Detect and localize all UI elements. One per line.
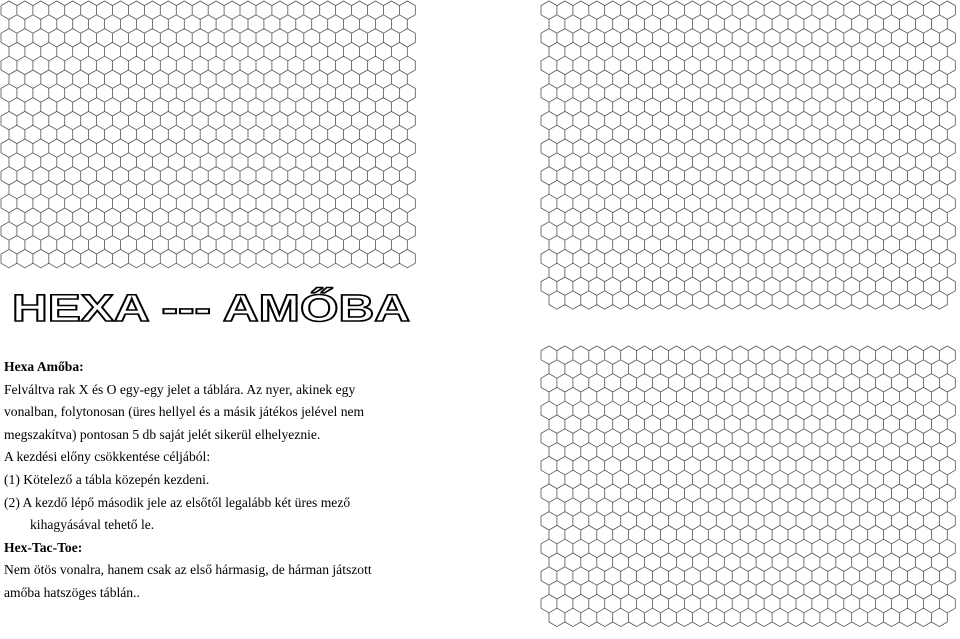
heading-hexa-amoba: Hexa Amőba: — [4, 359, 84, 374]
rules-intro: A kezdési előny csökkentése céljából: — [4, 449, 211, 465]
rules-line: megszakítva) pontosan 5 db saját jelét sikerül elhelyeznie. — [4, 426, 321, 442]
rules-line: Felváltva rak X és O egy-egy jelet a táblára. Az nyer, akinek egy — [4, 381, 356, 397]
rules-line: amőba hatszöges táblán.. — [4, 584, 140, 600]
rules-text — [4, 356, 424, 605]
title-text: HEXA --- AMŐBA — [12, 288, 318, 330]
outlined-title — [8, 282, 418, 330]
rule-2: (2) A kezdő lépő második jele az elsőtől legalább két üres mező — [4, 494, 351, 510]
hex-cells — [541, 346, 955, 627]
rule-2-continuation: kihagyásával tehető le. — [30, 517, 155, 533]
hex-grid-top-left — [0, 0, 420, 272]
hex-cells — [541, 1, 955, 309]
rules-line: vonalban, folytonosan (üres hellyel és a másik játékos jelével nem — [4, 404, 365, 420]
hex-grid-bottom-right — [540, 345, 960, 639]
hex-grid-top-right — [540, 0, 960, 320]
page-title — [8, 282, 418, 330]
rules-line: Nem ötös vonalra, hanem csak az első hármasig, de hárman játszott — [4, 562, 372, 578]
hex-cells — [1, 1, 415, 268]
heading-hex-tac-toe: Hex-Tac-Toe: — [4, 539, 83, 555]
rule-1: (1) Kötelező a tábla közepén kezdeni. — [4, 471, 210, 487]
